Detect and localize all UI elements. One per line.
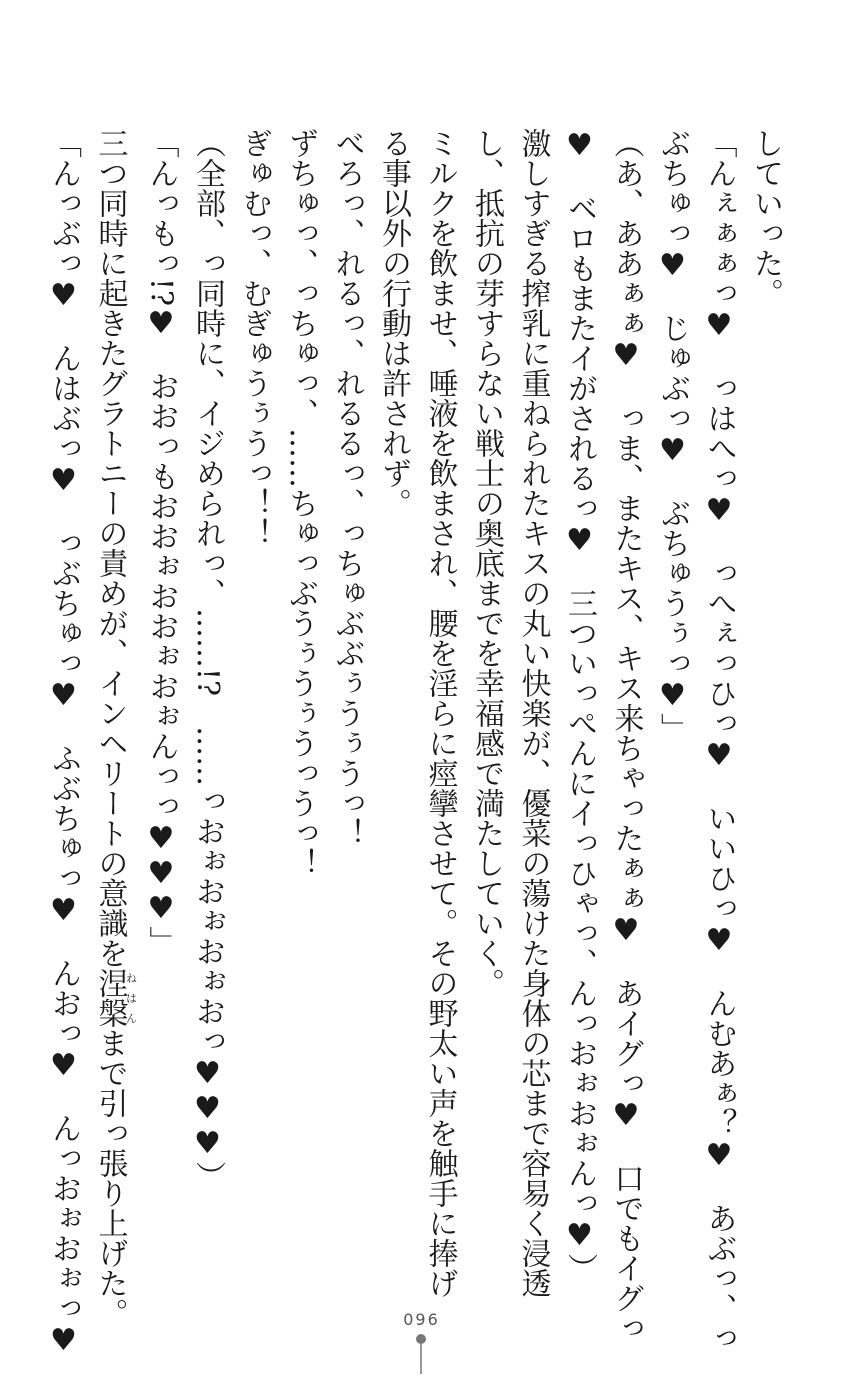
ruby-nehan [92,968,138,1028]
text-line-7: し、抵抗の芽すらない戦士の奥底までを幸福感で満たしていく。 [469,128,504,998]
text-line-5: ♥ ベロもまたイがされるっ♥ 三ついっぺんにイっひゃっ、んっおぉおぉんっ♥） [562,128,597,1283]
text-line-1: していった。 [748,128,783,308]
text-line-6: 激しすぎる搾乳に重ねられたキスの丸い快楽が、優菜の蕩けた身体の芯まで容易く浸透 [515,128,551,1298]
line-15-after-ruby: まで引っ張り上げた。 [92,1028,128,1328]
text-line-14: 「んっもっ!?♥ おおっもおおぉおおぉおぉんっっ♥♥♥」 [143,128,179,957]
text-line-12: ぎゅむっ、むぎゅうぅうっ！！ [236,128,272,548]
text-line-13: （全部、っ同時に、イジめられっ、……!? ……っおぉおぉおぉおっ♥♥♥） [190,128,225,1192]
text-line-3: ぶちゅっ♥ じゅぶっ♥ ぶちゅうぅっ♥」 [655,128,690,743]
text-line-11: ずちゅっ、っちゅっ、……ちゅっぶうぅうぅうっうっ！ [283,128,318,878]
line-15-before-ruby: 三つ同時に起きたグラトニーの責めが、インヘリートの意識を [92,128,128,968]
page-marker-dot [416,1334,426,1344]
text-line-10: べろっ、れるっ、れるるっ、っちゅぶぶぅうぅうっ！ [329,128,365,848]
text-line-2: 「んぇぁぁっ♥ っはへっ♥ っへぇっひっ♥ いいひっ♥ んむあぁ？♥ あぶっ、っ [701,128,737,1353]
ruby-base: 涅槃 [92,968,128,1028]
text-line-15 [86,128,138,1328]
text-line-8: ミルクを飲ませ、唾液を飲まされ、腰を淫らに痙攣させて。その野太い声を触手に捧げ [422,128,458,1298]
text-line-16: 「んっぶっ♥ んはぶっ♥ っぶちゅっ♥ ふぶちゅっ♥ んおっ♥ んっおぉおぉっ♥ [46,128,81,1358]
page-marker-stem [420,1344,422,1374]
ruby-reading: ねはん [124,968,138,1028]
page-number: 096 [403,1310,440,1329]
text-line-4: （あ、ああぁぁ♥ っま、またキス、キス来ちゃったぁぁ♥ あイグっ♥ 口でもイグっ [608,128,644,1343]
text-line-9: る事以外の行動は許されず。 [376,128,411,518]
